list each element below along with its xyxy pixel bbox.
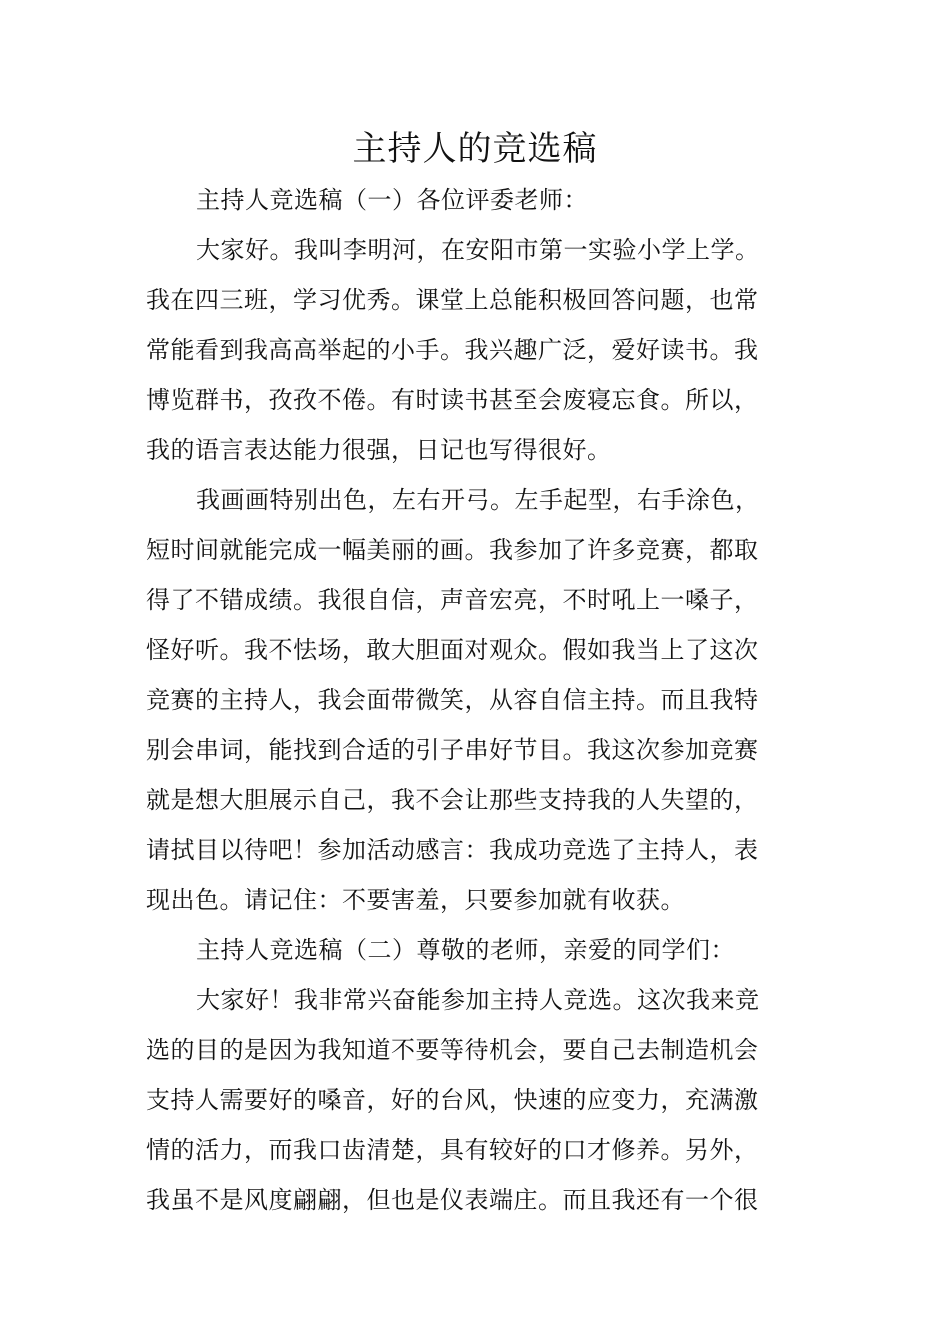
paragraph-line: 我的语言表达能力很强，日记也写得很好。	[146, 436, 612, 464]
paragraph-line: 别会串词，能找到合适的引子串好节目。我这次参加竞赛	[146, 736, 759, 764]
document-title: 主持人的竞选稿	[352, 129, 598, 169]
paragraph-line: 短时间就能完成一幅美丽的画。我参加了许多竞赛，都取	[146, 536, 759, 564]
paragraph-line: 就是想大胆展示自己，我不会让那些支持我的人失望的，	[146, 786, 759, 814]
paragraph-line: 请拭目以待吧！参加活动感言：我成功竞选了主持人，表	[146, 836, 759, 864]
paragraph-line: 情的活力，而我口齿清楚，具有较好的口才修养。另外，	[146, 1136, 759, 1164]
paragraph-line: 我画画特别出色，左右开弓。左手起型，右手涂色，	[196, 486, 760, 514]
paragraph-line: 博览群书，孜孜不倦。有时读书甚至会废寝忘食。所以，	[146, 386, 759, 414]
paragraph-line: 得了不错成绩。我很自信，声音宏亮，不时吼上一嗓子，	[146, 586, 759, 614]
paragraph-line: 我在四三班，学习优秀。课堂上总能积极回答问题，也常	[146, 286, 759, 314]
paragraph-line: 大家好！我非常兴奋能参加主持人竞选。这次我来竞	[196, 986, 760, 1014]
paragraph-line: 怪好听。我不怯场，敢大胆面对观众。假如我当上了这次	[146, 636, 759, 664]
paragraph-line: 常能看到我高高举起的小手。我兴趣广泛，爱好读书。我	[146, 336, 759, 364]
section-heading-2: 主持人竞选稿（二）尊敬的老师，亲爱的同学们：	[196, 936, 735, 964]
section-heading-1: 主持人竞选稿（一）各位评委老师：	[196, 186, 588, 214]
paragraph-line: 支持人需要好的嗓音，好的台风，快速的应变力，充满激	[146, 1086, 759, 1114]
paragraph-line: 选的目的是因为我知道不要等待机会，要自己去制造机会	[146, 1036, 759, 1064]
paragraph-line: 大家好。我叫李明河，在安阳市第一实验小学上学。	[196, 236, 760, 264]
paragraph-line: 我虽不是风度翩翩，但也是仪表端庄。而且我还有一个很	[146, 1186, 759, 1214]
paragraph-line: 现出色。请记住：不要害羞，只要参加就有收获。	[146, 886, 685, 914]
paragraph-line: 竞赛的主持人，我会面带微笑，从容自信主持。而且我特	[146, 686, 759, 714]
